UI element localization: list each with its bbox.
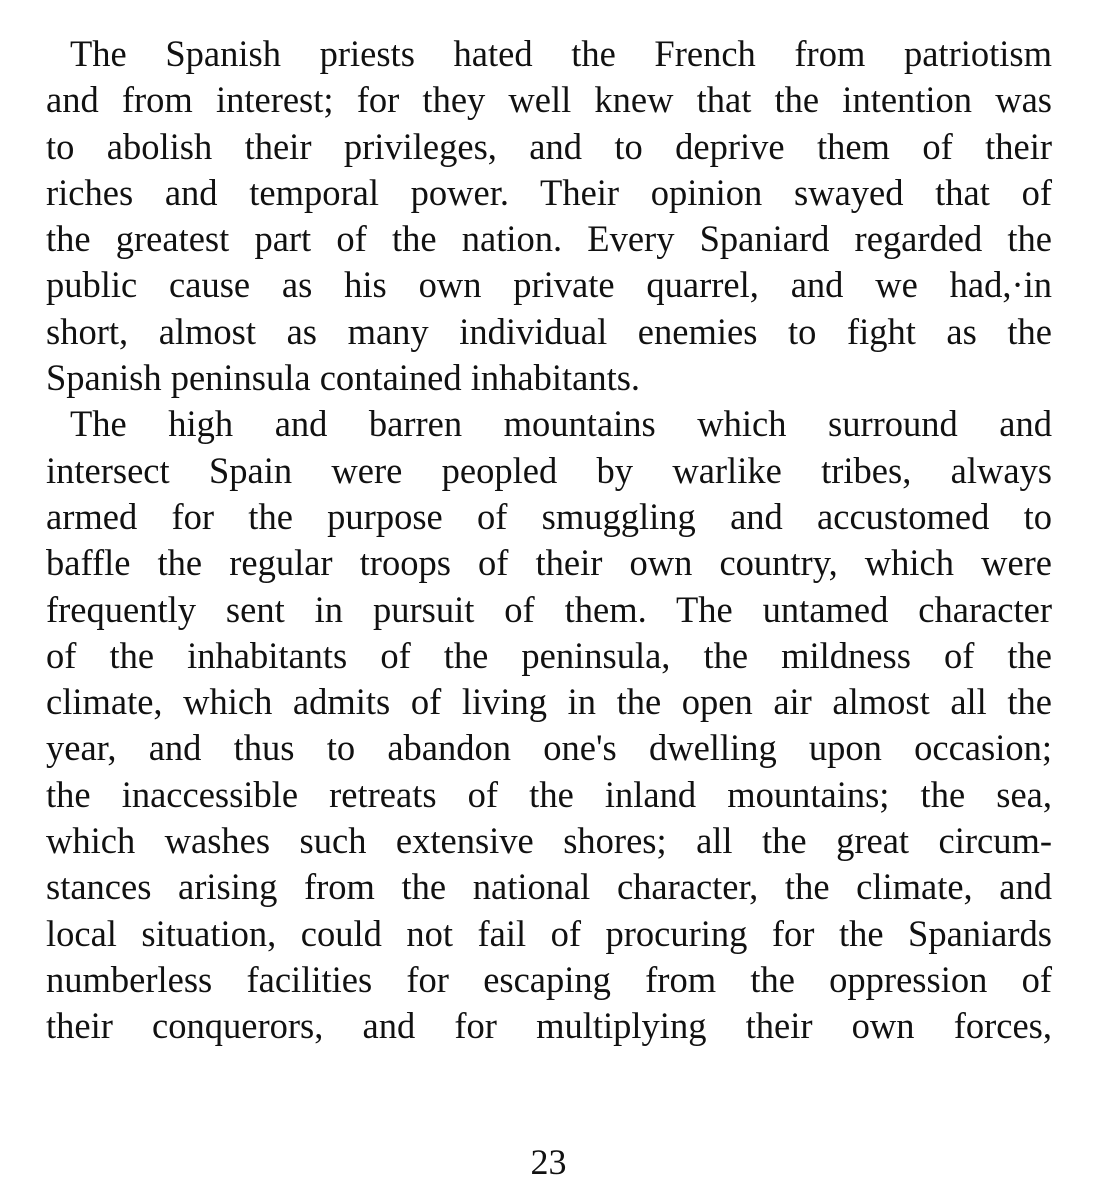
text-line: The Spanish priests hated the French from patriotism bbox=[70, 33, 1052, 74]
text-line: which washes such extensive shores; all the great circum- bbox=[46, 820, 1052, 862]
text-line: of the inhabitants of the peninsula, the mildness of the bbox=[46, 634, 1052, 676]
text-line: armed for the purpose of smuggling and accustomed to bbox=[46, 495, 1052, 537]
text-line: the inaccessible retreats of the inland mountains; the sea, bbox=[46, 773, 1052, 815]
text-line: intersect Spain were peopled by warlike tribes, always bbox=[46, 449, 1052, 491]
text-line: The high and barren mountains which surround and bbox=[70, 403, 1052, 445]
text-line: numberless facilities for escaping from the oppression of bbox=[46, 958, 1052, 1000]
text-line: their conquerors, and for multiplying their own forces, bbox=[46, 1005, 1052, 1047]
text-line: riches and temporal power. Their opinion swayed that of bbox=[46, 171, 1052, 213]
paragraph-1 bbox=[46, 31, 1052, 401]
text-line: stances arising from the national character, the climate, and bbox=[46, 866, 1052, 908]
text-line: climate, which admits of living in the open air almost all the bbox=[46, 681, 1052, 723]
text-line: local situation, could not fail of procuring for the Spaniards bbox=[46, 912, 1052, 954]
text-line: baffle the regular troops of their own country, which were bbox=[46, 542, 1052, 584]
text-line: short, almost as many individual enemies to fight as the bbox=[46, 310, 1052, 352]
paragraph-2 bbox=[46, 401, 1052, 1049]
body-text bbox=[46, 31, 1052, 1050]
text-line: to abolish their privileges, and to deprive them of their bbox=[46, 125, 1052, 167]
text-line: frequently sent in pursuit of them. The untamed character bbox=[46, 588, 1052, 630]
text-line: Spanish peninsula contained inhabitants. bbox=[46, 357, 641, 399]
text-line: public cause as his own private quarrel, and we had,·in bbox=[46, 264, 1052, 306]
page-number: 23 bbox=[530, 1142, 567, 1182]
text-line: the greatest part of the nation. Every Spaniard regarded the bbox=[46, 218, 1052, 260]
text-line: year, and thus to abandon one's dwelling upon occasion; bbox=[46, 727, 1052, 769]
text-line: and from interest; for they well knew that the intention was bbox=[46, 79, 1052, 121]
